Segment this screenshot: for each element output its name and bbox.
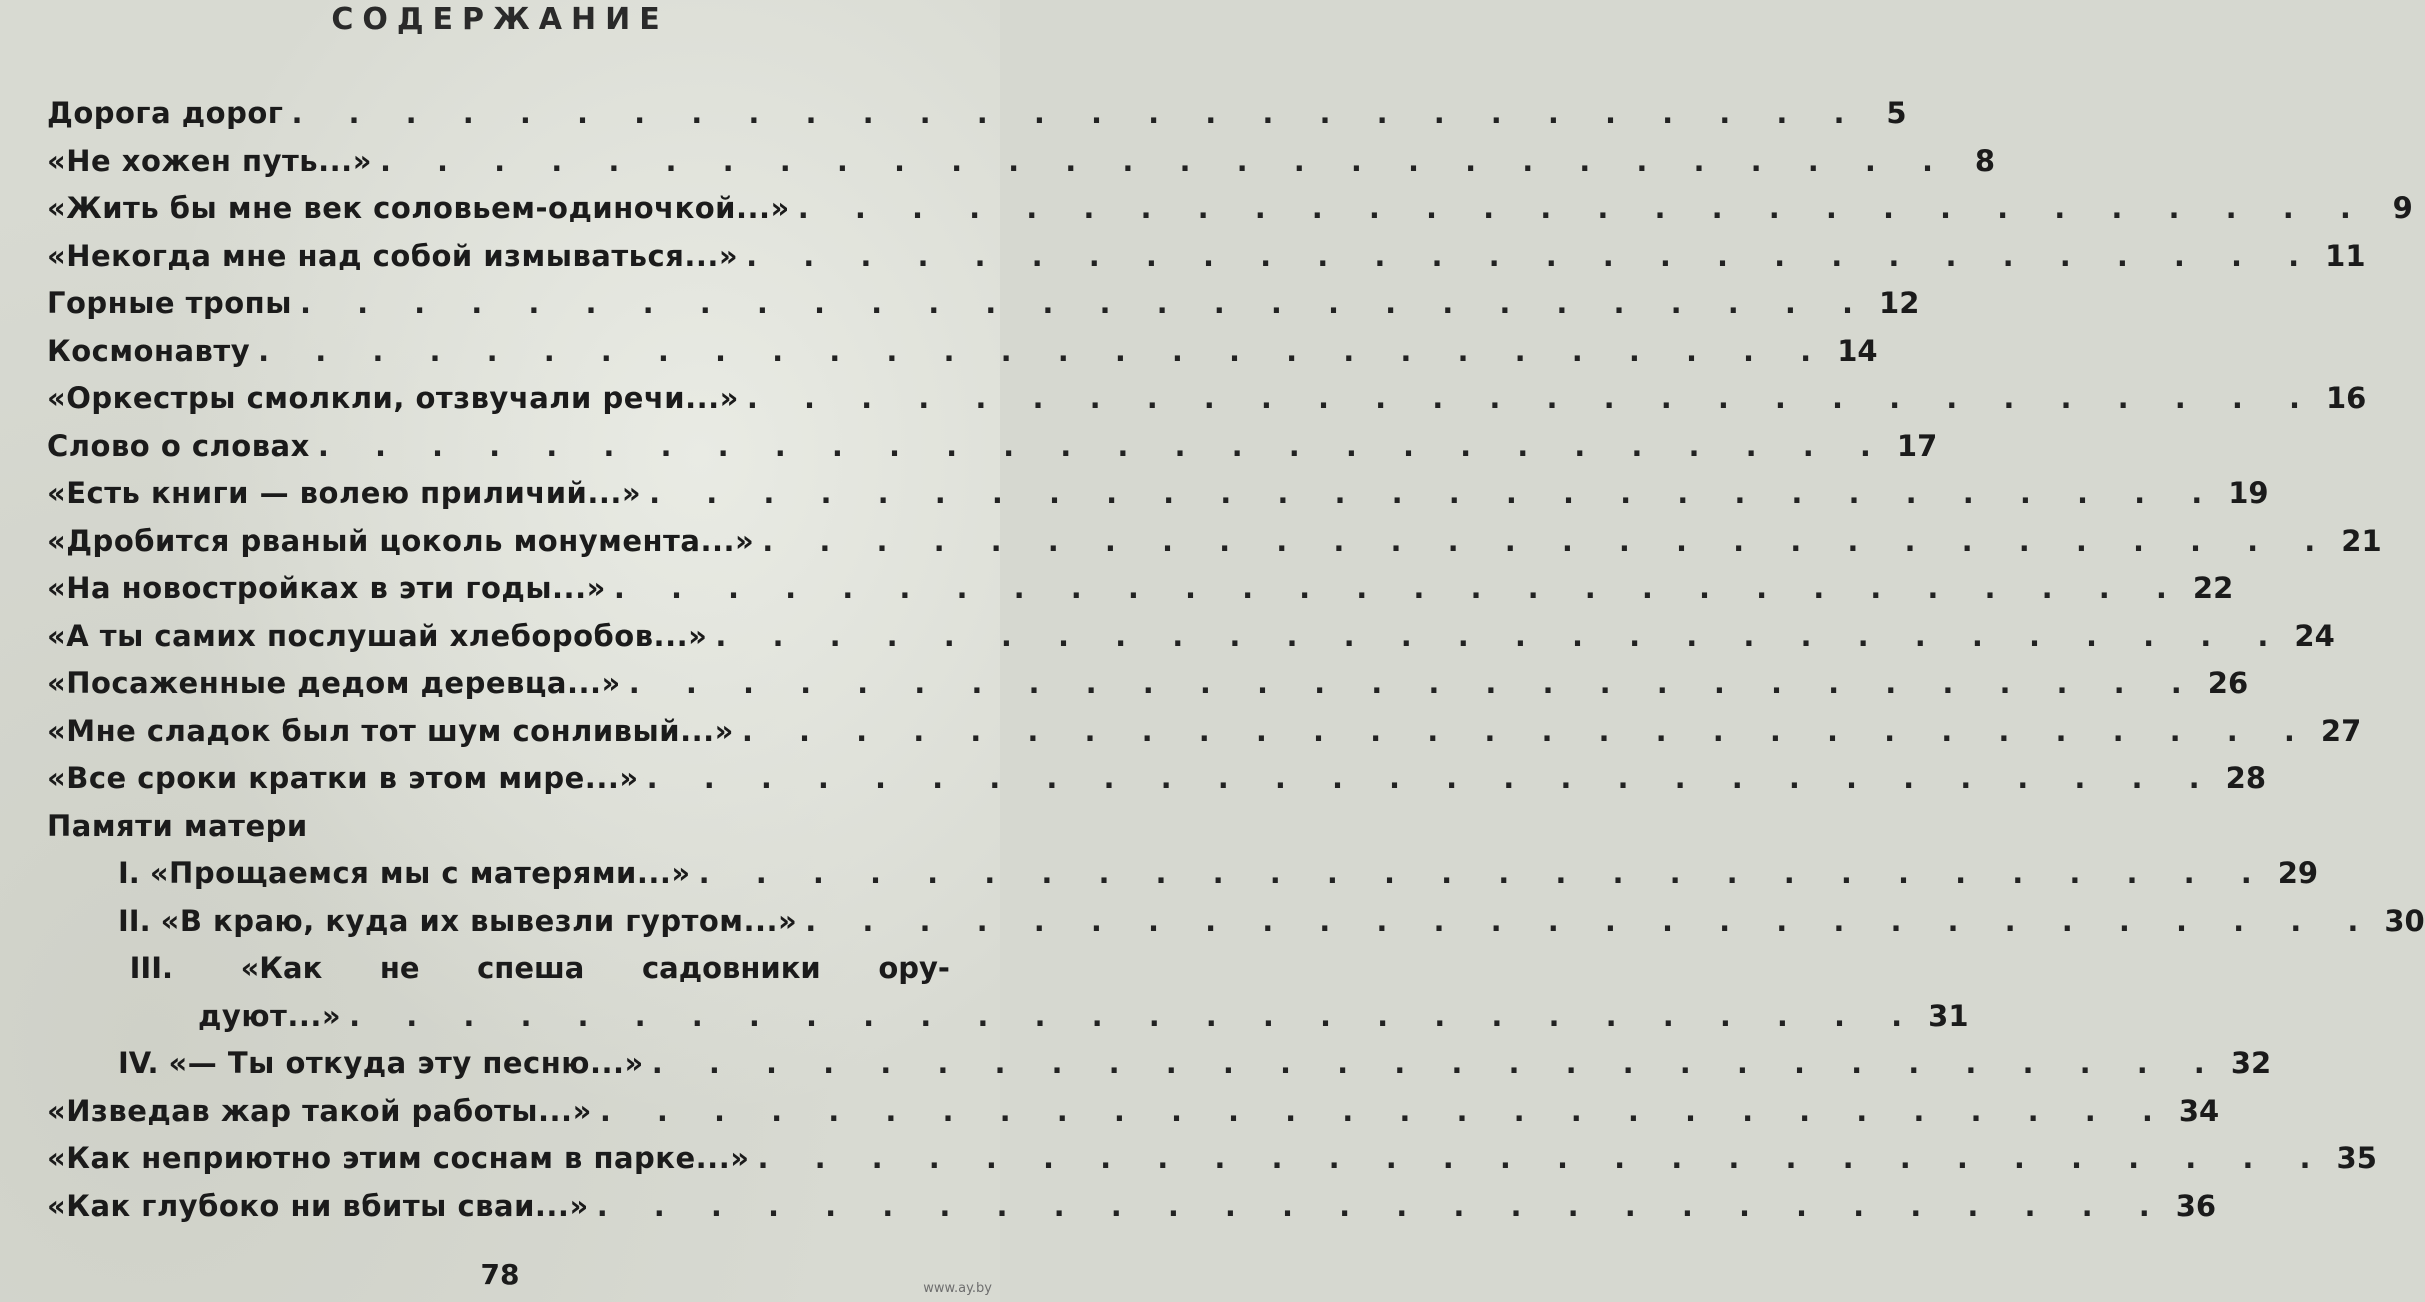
dot-leader: . . . . . . . . . . . . . . . . . . . . . . . . . . . . — [651, 1046, 2223, 1080]
dot-leader: . . . . . . . . . . . . . . . . . . . . . . . . . . . . — [599, 1094, 2171, 1128]
toc-entry — [47, 476, 2269, 520]
entry-title: «Некогда мне над собой измываться...» — [47, 239, 739, 273]
section-title: Памяти матери — [47, 809, 308, 843]
toc-entry — [47, 666, 2249, 710]
entry-title: «Как неприютно этим соснам в парке...» — [47, 1141, 750, 1175]
toc-entry — [47, 761, 2267, 805]
subentry-numeral: IV. — [118, 1046, 159, 1080]
entry-page: 28 — [2225, 761, 2267, 795]
entry-title: «Посаженные дедом деревца...» — [47, 666, 621, 700]
watermark: www.ay.by — [923, 1281, 992, 1296]
entry-page: 32 — [2230, 1046, 2272, 1080]
entry-page: 16 — [2325, 381, 2367, 415]
entry-page: 22 — [2192, 571, 2234, 605]
toc-entry — [47, 429, 1938, 473]
entry-page: 26 — [2207, 666, 2249, 700]
entry-title: Космонавту — [47, 334, 251, 368]
toc-entry — [47, 286, 1920, 330]
dot-leader: . . . . . . . . . . . . . . . . . . . . . . . . . . . . — [379, 144, 1951, 178]
entry-title: Слово о словах — [47, 429, 310, 463]
toc-entry — [47, 144, 1995, 188]
dot-leader: . . . . . . . . . . . . . . . . . . . . . . . . . . . . — [797, 191, 2369, 225]
entry-title: «На новостройках в эти годы...» — [47, 571, 606, 605]
toc-subentry-line1 — [118, 951, 950, 985]
dot-leader: . . . . . . . . . . . . . . . . . . . . . . . . . . . . — [349, 999, 1921, 1033]
dot-leader: . . . . . . . . . . . . . . . . . . . . . . . . . . . . — [757, 1141, 2329, 1175]
subentry-numeral: I. — [118, 856, 140, 890]
section-heading — [47, 809, 950, 853]
dot-leader: . . . . . . . . . . . . . . . . . . . . . . . . . . . . — [317, 429, 1889, 463]
title-word: ору- — [878, 951, 950, 985]
toc-entry — [47, 334, 1878, 378]
dot-leader: . . . . . . . . . . . . . . . . . . . . . . . . . . . . — [258, 334, 1830, 368]
dot-leader: . . . . . . . . . . . . . . . . . . . . . . . . . . . . — [628, 666, 2200, 700]
title-word: «Как — [240, 951, 323, 985]
dot-leader: . . . . . . . . . . . . . . . . . . . . . . . . . . . . — [746, 239, 2318, 273]
dot-leader: . . . . . . . . . . . . . . . . . . . . . . . . . . . . — [762, 524, 2334, 558]
entry-page: 9 — [2392, 191, 2413, 225]
dot-leader: . . . . . . . . . . . . . . . . . . . . . . . . . . . . — [715, 619, 2287, 653]
entry-title: «Оркестры смолкли, отзвучали речи...» — [47, 381, 739, 415]
title-word: садовники — [641, 951, 821, 985]
toc-entry — [47, 619, 2335, 663]
toc-subentry-line2 — [198, 999, 1969, 1043]
page-number: 78 — [480, 1258, 520, 1291]
toc-entry — [47, 1141, 2377, 1185]
dot-leader: . . . . . . . . . . . . . . . . . . . . . . . . . . . . — [741, 714, 2313, 748]
entry-page: 29 — [2277, 856, 2319, 890]
entry-page: 5 — [1886, 96, 1907, 130]
dot-leader: . . . . . . . . . . . . . . . . . . . . . . . . . . . . — [291, 96, 1863, 130]
entry-page: 30 — [2384, 904, 2425, 938]
entry-title: «Не хожен путь...» — [47, 144, 372, 178]
entry-page: 8 — [1974, 144, 1995, 178]
entry-page: 11 — [2325, 239, 2366, 273]
dot-leader: . . . . . . . . . . . . . . . . . . . . . . . . . . . . — [613, 571, 2185, 605]
entry-title: Горные тропы — [47, 286, 292, 320]
entry-page: 24 — [2294, 619, 2335, 653]
entry-title: «— Ты откуда эту песню...» — [168, 1046, 644, 1080]
entry-title: «Как глубоко ни вбиты сваи...» — [47, 1189, 589, 1223]
entry-title: Дорога дорог — [47, 96, 284, 130]
dot-leader: . . . . . . . . . . . . . . . . . . . . . . . . . . . . — [596, 1189, 2168, 1223]
toc-entry — [47, 381, 2367, 425]
entry-title: «А ты самих послушай хлеборобов...» — [47, 619, 708, 653]
entry-page: 35 — [2336, 1141, 2377, 1175]
entry-page: 21 — [2341, 524, 2382, 558]
entry-title: «Жить бы мне век соловьем-одиночкой...» — [47, 191, 790, 225]
entry-title: «Мне сладок был тот шум сонливый...» — [47, 714, 734, 748]
title-word: спеша — [477, 951, 585, 985]
toc-entry — [47, 1094, 2220, 1138]
entry-page: 27 — [2320, 714, 2362, 748]
entry-page: 14 — [1837, 334, 1878, 368]
entry-page: 17 — [1896, 429, 1938, 463]
toc-subentry — [118, 1046, 2272, 1090]
entry-title: «Изведав жар такой работы...» — [47, 1094, 592, 1128]
dot-leader: . . . . . . . . . . . . . . . . . . . . . . . . . . . . — [646, 761, 2218, 795]
toc-entry — [47, 191, 2413, 235]
entry-page: 31 — [1928, 999, 1969, 1033]
toc-entry — [47, 571, 2234, 615]
entry-page: 12 — [1879, 286, 1920, 320]
title-word: не — [379, 951, 420, 985]
entry-title: «Прощаемся мы с матерями...» — [149, 856, 691, 890]
dot-leader: . . . . . . . . . . . . . . . . . . . . . . . . . . . . — [649, 476, 2221, 510]
dot-leader: . . . . . . . . . . . . . . . . . . . . . . . . . . . . — [698, 856, 2270, 890]
subentry-numeral: II. — [118, 904, 151, 938]
entry-page: 36 — [2175, 1189, 2217, 1223]
entry-title: «Все сроки кратки в этом мире...» — [47, 761, 639, 795]
toc-subentry — [118, 856, 2319, 900]
entry-title: «В краю, куда их вывезли гуртом...» — [160, 904, 798, 938]
toc-entry — [47, 524, 2382, 568]
entry-title: «Дробится рваный цоколь монумента...» — [47, 524, 755, 558]
entry-title: дуют...» — [198, 999, 342, 1033]
entry-title: «Есть книги — волею приличий...» — [47, 476, 642, 510]
toc-entry — [47, 714, 2362, 758]
toc-entry — [47, 96, 1907, 140]
toc-entry — [47, 239, 2366, 283]
entry-page: 34 — [2178, 1094, 2220, 1128]
dot-leader: . . . . . . . . . . . . . . . . . . . . . . . . . . . . — [299, 286, 1872, 320]
toc-subentry — [118, 904, 2425, 948]
subentry-numeral: III. — [129, 951, 173, 985]
toc-heading: СОДЕРЖАНИЕ — [331, 2, 669, 37]
toc-entry — [47, 1189, 2217, 1233]
dot-leader: . . . . . . . . . . . . . . . . . . . . . . . . . . . . — [805, 904, 2377, 938]
entry-page: 19 — [2228, 476, 2269, 510]
dot-leader: . . . . . . . . . . . . . . . . . . . . . . . . . . . . — [746, 381, 2318, 415]
